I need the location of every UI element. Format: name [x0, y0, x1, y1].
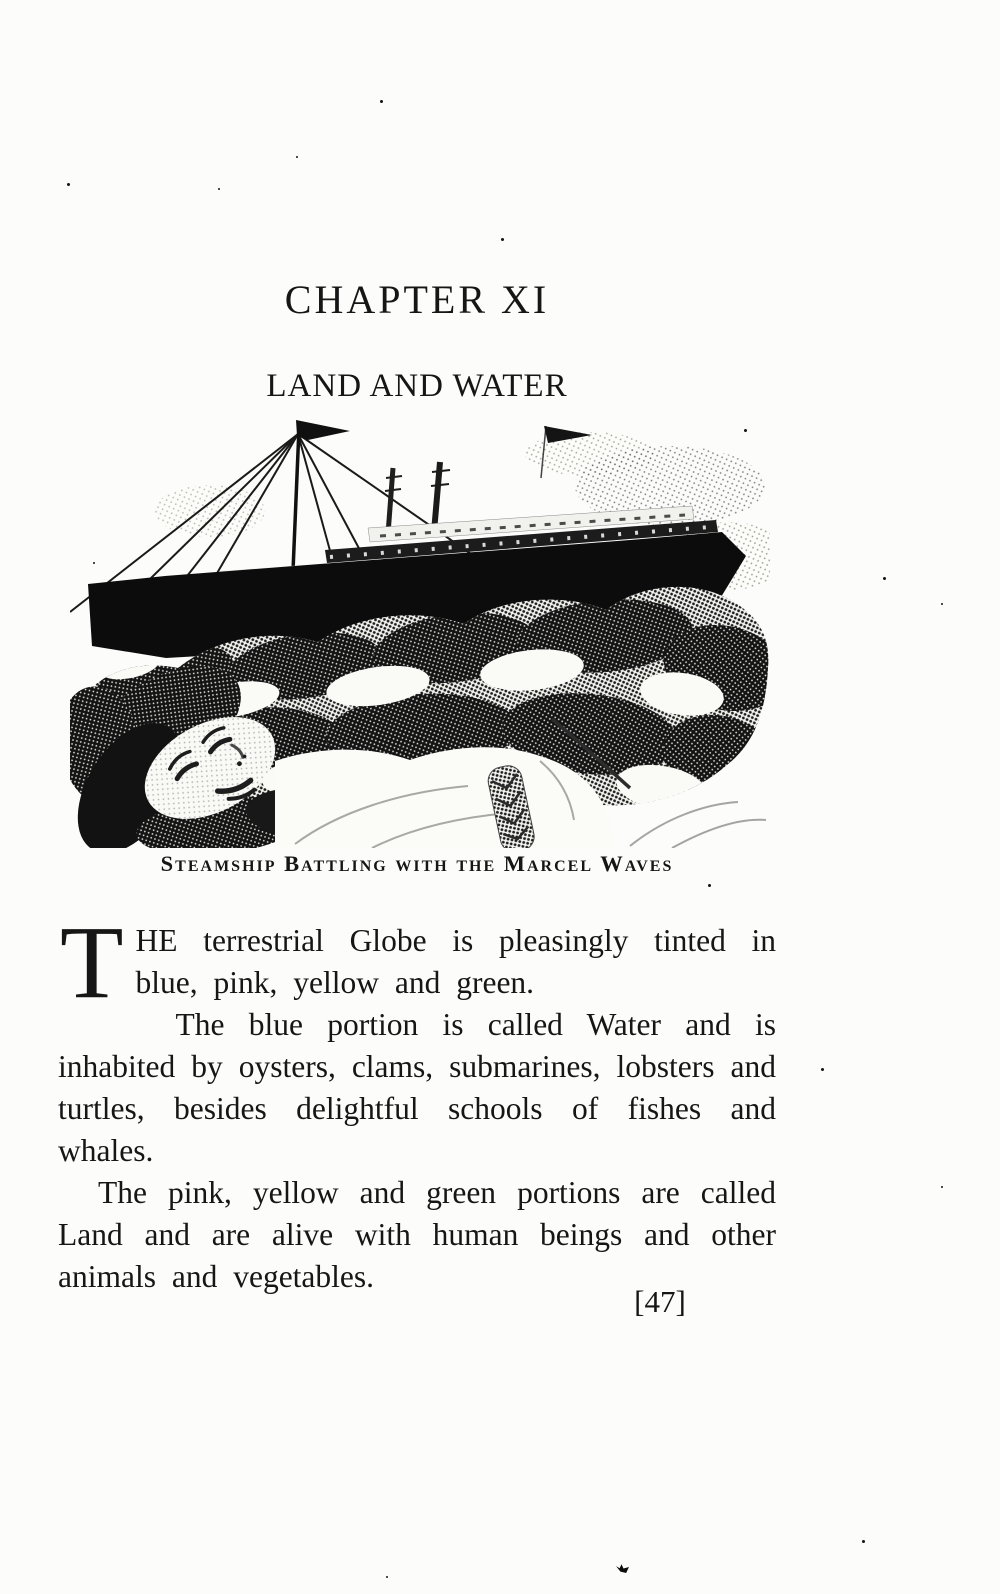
main-mast	[293, 428, 299, 571]
illustration-figure	[70, 416, 770, 848]
scan-speck	[616, 1563, 629, 1573]
chapter-heading: CHAPTER XI	[284, 277, 550, 322]
scan-speck	[941, 603, 943, 605]
arm-lines	[630, 802, 766, 848]
scan-speck	[708, 884, 711, 887]
paragraph-1	[58, 905, 776, 1020]
drop-cap: T	[60, 905, 124, 1020]
scan-speck	[883, 577, 886, 580]
scan-speck	[941, 1186, 943, 1188]
scan-speck	[380, 100, 383, 103]
scan-speck	[821, 1068, 824, 1071]
chapter-subtitle: LAND AND WATER	[266, 368, 568, 404]
scan-speck	[67, 183, 70, 186]
body-text	[58, 905, 776, 1298]
scan-speck	[218, 188, 220, 190]
paragraph-2: The blue portion is called Water and is inhabited by oysters, clams, submarines, lobsters and turtles, besides delightful schools of fishes and whales.	[58, 1007, 776, 1168]
scan-speck	[386, 1576, 388, 1578]
paragraph-1-text: HE terrestrial Globe is pleasingly tinted in blue, pink, yellow and green.	[135, 923, 776, 1000]
scan-speck	[296, 156, 298, 158]
scan-speck	[501, 238, 504, 241]
scan-speck	[862, 1540, 865, 1543]
paragraph-3: The pink, yellow and green portions are called Land and are alive with human beings and other animals and vegetables.	[58, 1175, 776, 1294]
page-number: [47]	[634, 1284, 686, 1319]
mast-flag	[296, 420, 350, 440]
figure-caption: Steamship Battling with the Marcel Waves	[160, 851, 674, 876]
steamship-marcel-waves-illustration	[70, 416, 770, 848]
